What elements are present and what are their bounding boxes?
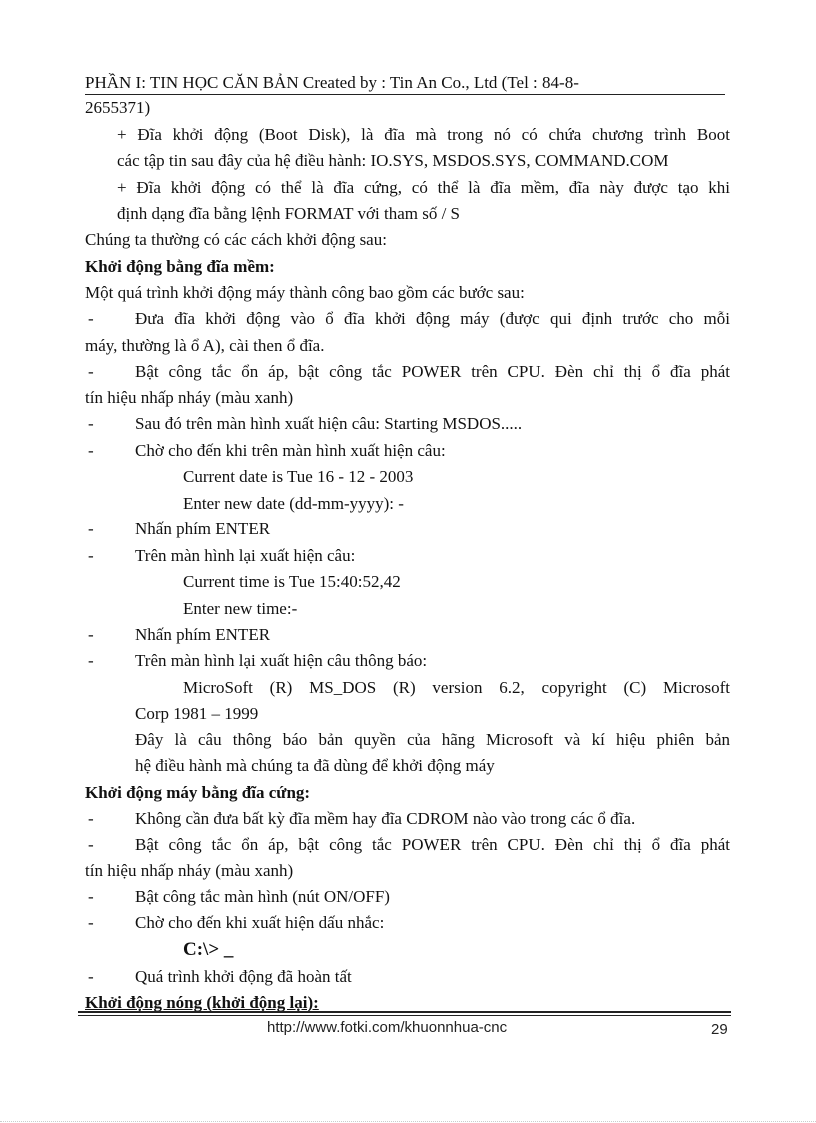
list-dash: - xyxy=(88,625,94,644)
list-dash: - xyxy=(88,309,94,328)
hard-step-4: Chờ cho đến khi xuất hiện dấu nhắc: xyxy=(135,913,385,932)
hard-step-2: Bật công tắc ổn áp, bật công tắc POWER trên CPU. Đèn chỉ thị ổ đĩa phát xyxy=(135,835,730,854)
floppy-step-7: Nhấn phím ENTER xyxy=(135,625,271,644)
list-dash: - xyxy=(88,967,94,986)
hard-step-3: Bật công tắc màn hình (nút ON/OFF) xyxy=(135,887,390,906)
list-dash: - xyxy=(88,414,94,433)
copyright-line: MicroSoft (R) MS_DOS (R) version 6.2, copyright (C) Microsoft xyxy=(183,678,730,697)
boot-disk-paragraph-2-cont: định dạng đĩa bằng lệnh FORMAT với tham số / S xyxy=(117,204,461,223)
copyright-notice-cont: hệ điều hành mà chúng ta đã dùng để khởi động máy xyxy=(135,756,495,775)
footer-rule xyxy=(78,1011,731,1013)
hard-step-2-cont: tín hiệu nhấp nháy (màu xanh) xyxy=(85,861,294,880)
floppy-step-2: Bật công tắc ổn áp, bật công tắc POWER trên CPU. Đèn chỉ thị ổ đĩa phát xyxy=(135,362,730,381)
list-dash: - xyxy=(88,835,94,854)
floppy-boot-intro: Một quá trình khởi động máy thành công bao gồm các bước sau: xyxy=(85,283,525,302)
hard-disk-boot-heading: Khởi động máy bằng đĩa cứng: xyxy=(85,783,311,802)
enter-time-prompt: Enter new time:- xyxy=(183,599,298,618)
list-dash: - xyxy=(88,519,94,538)
floppy-boot-heading: Khởi động bằng đĩa mềm: xyxy=(85,257,275,276)
floppy-step-3: Sau đó trên màn hình xuất hiện câu: Starting MSDOS..... xyxy=(135,414,523,433)
header-line: PHẦN I: TIN HỌC CĂN BẢN Created by : Tin An Co., Ltd (Tel : 84-8- xyxy=(85,73,579,92)
copyright-notice: Đây là câu thông báo bản quyền của hãng Microsoft và kí hiệu phiên bản xyxy=(135,730,730,749)
boot-disk-paragraph-2: + Đĩa khởi động có thể là đĩa cứng, có thể là đĩa mềm, đĩa này được tạo khi xyxy=(117,178,730,197)
boot-disk-paragraph-1: + Đĩa khởi động (Boot Disk), là đĩa mà trong nó có chứa chương trình Boot xyxy=(117,125,730,144)
floppy-step-6: Trên màn hình lại xuất hiện câu: xyxy=(135,546,356,565)
list-dash: - xyxy=(88,913,94,932)
list-dash: - xyxy=(88,887,94,906)
floppy-step-2-cont: tín hiệu nhấp nháy (màu xanh) xyxy=(85,388,294,407)
boot-methods-intro: Chúng ta thường có các cách khởi động sau: xyxy=(85,230,387,249)
floppy-step-1: Đưa đĩa khởi động vào ổ đĩa khởi động máy (được qui định trước cho mỗi xyxy=(135,309,730,328)
list-dash: - xyxy=(88,362,94,381)
footer-rule xyxy=(78,1015,731,1016)
floppy-step-1-cont: máy, thường là ổ A), cài then ổ đĩa. xyxy=(85,336,325,355)
enter-date-prompt: Enter new date (dd-mm-yyyy): - xyxy=(183,494,404,513)
list-dash: - xyxy=(88,809,94,828)
current-time-line: Current time is Tue 15:40:52,42 xyxy=(183,572,401,591)
boot-disk-paragraph-1-cont: các tập tin sau đây của hệ điều hành: IO.SYS, MSDOS.SYS, COMMAND.COM xyxy=(117,151,669,170)
floppy-step-5: Nhấn phím ENTER xyxy=(135,519,271,538)
copyright-line-cont: Corp 1981 – 1999 xyxy=(135,704,259,723)
list-dash: - xyxy=(88,546,94,565)
header-line-continued: 2655371) xyxy=(85,98,151,117)
footer-url: http://www.fotki.com/khuonnhua-cnc xyxy=(267,1019,508,1036)
header-rule xyxy=(85,94,725,95)
page-edge xyxy=(0,1121,816,1122)
list-dash: - xyxy=(88,651,94,670)
list-dash: - xyxy=(88,441,94,460)
warm-boot-heading: Khởi động nóng (khởi động lại): xyxy=(85,993,319,1012)
floppy-step-8: Trên màn hình lại xuất hiện câu thông báo: xyxy=(135,651,428,670)
current-date-line: Current date is Tue 16 - 12 - 2003 xyxy=(183,467,414,486)
hard-step-5: Quá trình khởi động đã hoàn tất xyxy=(135,967,352,986)
dos-prompt: C:\> _ xyxy=(183,939,234,960)
page-number: 29 xyxy=(711,1021,728,1038)
hard-step-1: Không cần đưa bất kỳ đĩa mềm hay đĩa CDROM nào vào trong các ổ đĩa. xyxy=(135,809,636,828)
floppy-step-4: Chờ cho đến khi trên màn hình xuất hiện câu: xyxy=(135,441,446,460)
